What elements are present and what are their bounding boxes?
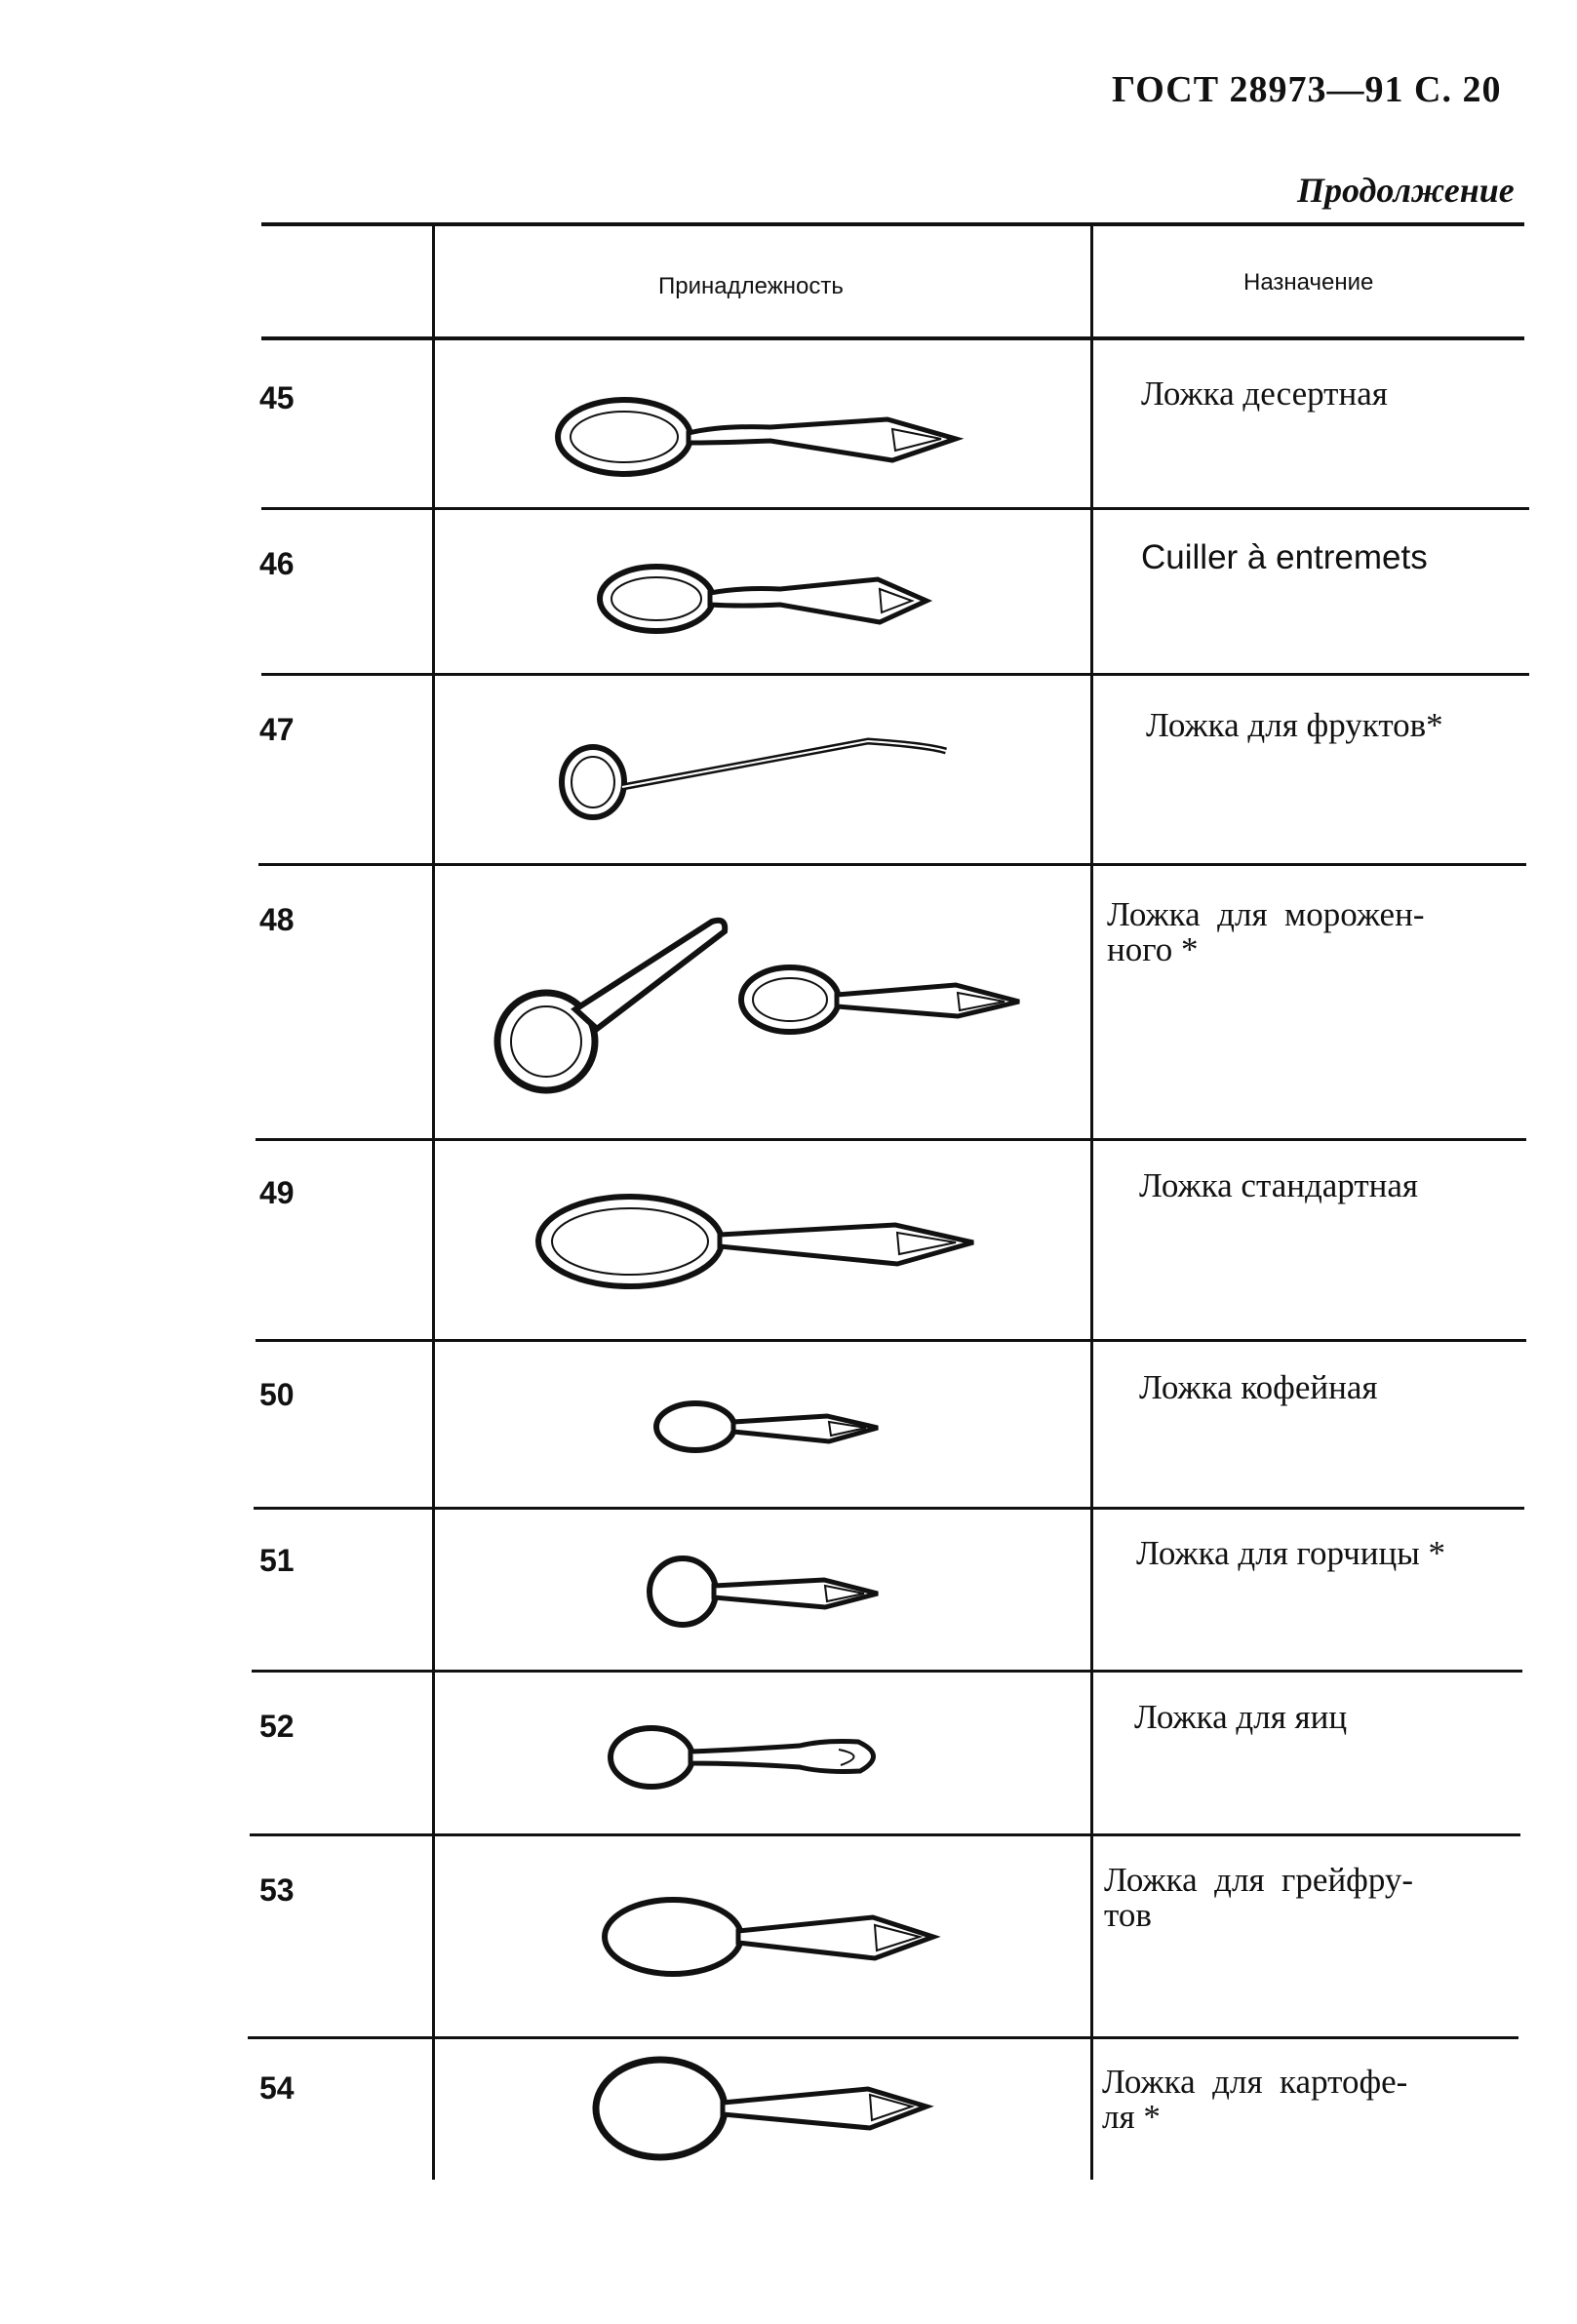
row-number: 49 (259, 1175, 295, 1210)
row-number: 47 (259, 712, 295, 747)
ice-cream-spoon-icon (488, 907, 1034, 1107)
column-header-purpose: Назначение (1243, 269, 1374, 295)
column-divider-left (432, 224, 435, 2180)
row-purpose: Cuiller à entremets (1141, 538, 1428, 576)
dessert-spoon-icon (556, 390, 966, 492)
row-purpose: Ложка для фруктов* (1146, 706, 1443, 744)
continuation-label: Продолжение (1297, 171, 1515, 210)
row-purpose: Ложка кофейная (1139, 1368, 1378, 1406)
row-purpose: Ложка для яиц (1134, 1698, 1348, 1736)
row-separator (248, 2036, 1518, 2039)
row-separator (252, 1670, 1522, 1673)
row-number: 51 (259, 1543, 295, 1578)
row-separator (256, 1138, 1526, 1141)
row-purpose: Ложка для морожен- ного * (1107, 895, 1425, 968)
header-bottom-rule (261, 336, 1524, 340)
row-purpose: Ложка для картофе- ля * (1102, 2063, 1408, 2136)
row-separator (261, 673, 1529, 676)
standard-spoon-icon (534, 1188, 983, 1300)
row-separator (256, 1339, 1526, 1342)
row-number: 48 (259, 902, 295, 937)
row-separator (261, 507, 1529, 510)
grapefruit-spoon-icon (600, 1890, 941, 1983)
row-purpose: Ложка стандартная (1139, 1166, 1418, 1204)
column-divider-right (1090, 224, 1093, 2180)
table-top-rule (261, 222, 1524, 226)
egg-spoon-icon (605, 1716, 897, 1799)
dessert-spoon-icon (595, 554, 936, 647)
row-purpose: Ложка десертная (1141, 374, 1388, 413)
row-purpose: Ложка для горчицы * (1136, 1534, 1445, 1572)
row-purpose: Ложка для грейфру- тов (1104, 1861, 1414, 1934)
row-separator (254, 1507, 1524, 1510)
row-number: 54 (259, 2070, 295, 2106)
page-header: ГОСТ 28973—91 С. 20 (1112, 69, 1502, 110)
row-number: 46 (259, 546, 295, 581)
row-number: 50 (259, 1377, 295, 1412)
potato-spoon-icon (590, 2050, 941, 2172)
mustard-spoon-icon (644, 1551, 887, 1634)
coffee-spoon-icon (651, 1393, 886, 1466)
row-number: 45 (259, 380, 295, 415)
row-number: 52 (259, 1709, 295, 1744)
fruit-spoon-icon (556, 733, 956, 836)
row-separator (258, 863, 1526, 866)
row-separator (250, 1833, 1520, 1836)
column-header-accessory: Принадлежность (658, 273, 844, 299)
row-number: 53 (259, 1872, 295, 1908)
